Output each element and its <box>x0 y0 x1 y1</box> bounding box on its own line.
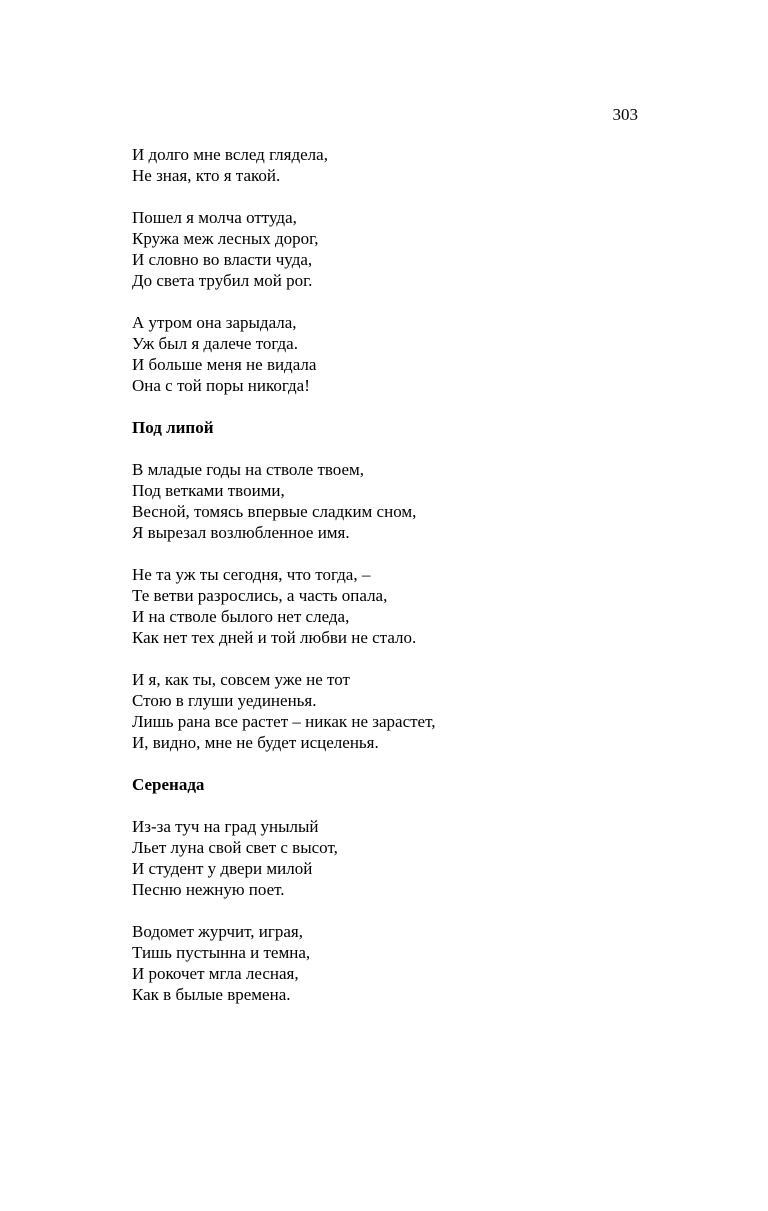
verse-line: Весной, томясь впервые сладким сном, <box>132 502 417 521</box>
verse-line: В младые годы на стволе твоем, <box>132 460 365 479</box>
verse-line: И долго мне вслед глядела, <box>132 145 328 164</box>
verse-line: И рокочет мгла лесная, <box>132 964 299 983</box>
poem-continuation <box>132 144 732 396</box>
verse-line: Кружа меж лесных дорог, <box>132 229 319 248</box>
poem-title: Под липой <box>132 418 214 437</box>
poem-title: Серенада <box>132 775 205 794</box>
stanza <box>132 459 732 543</box>
stanza <box>132 921 732 1005</box>
verse-line: И студент у двери милой <box>132 859 313 878</box>
verse-line: Как в былые времена. <box>132 985 291 1004</box>
verse-line: Не та уж ты сегодня, что тогда, – <box>132 565 371 584</box>
verse-line: Стою в глуши уединенья. <box>132 691 317 710</box>
poem-serenada <box>132 774 732 1005</box>
stanza <box>132 564 732 648</box>
page-body <box>132 144 732 1026</box>
verse-line: А утром она зарыдала, <box>132 313 297 332</box>
stanza <box>132 312 732 396</box>
verse-line: Как нет тех дней и той любви не стало. <box>132 628 417 647</box>
verse-line: Под ветками твоими, <box>132 481 285 500</box>
verse-line: Я вырезал возлюбленное имя. <box>132 523 350 542</box>
verse-line: До света трубил мой рог. <box>132 271 313 290</box>
verse-line: Из-за туч на град унылый <box>132 817 319 836</box>
verse-line: Те ветви разрослись, а часть опала, <box>132 586 388 605</box>
verse-line: И на стволе былого нет следа, <box>132 607 350 626</box>
verse-line: Льет луна свой свет с высот, <box>132 838 338 857</box>
stanza <box>132 816 732 900</box>
stanza <box>132 207 732 291</box>
verse-line: Уж был я далече тогда. <box>132 334 298 353</box>
verse-line: И, видно, мне не будет исцеленья. <box>132 733 379 752</box>
verse-line: И я, как ты, совсем уже не тот <box>132 670 350 689</box>
verse-line: И больше меня не видала <box>132 355 317 374</box>
stanza <box>132 144 732 186</box>
verse-line: Тишь пустынна и темна, <box>132 943 311 962</box>
verse-line: Песню нежную поет. <box>132 880 285 899</box>
stanza <box>132 669 732 753</box>
verse-line: Она с той поры никогда! <box>132 376 310 395</box>
verse-line: Не зная, кто я такой. <box>132 166 281 185</box>
verse-line: И словно во власти чуда, <box>132 250 313 269</box>
verse-line: Пошел я молча оттуда, <box>132 208 297 227</box>
page-number: 303 <box>612 105 638 124</box>
verse-line: Лишь рана все растет – никак не зарастет, <box>132 712 436 731</box>
poem-pod-lipoy <box>132 417 732 753</box>
verse-line: Водомет журчит, играя, <box>132 922 303 941</box>
